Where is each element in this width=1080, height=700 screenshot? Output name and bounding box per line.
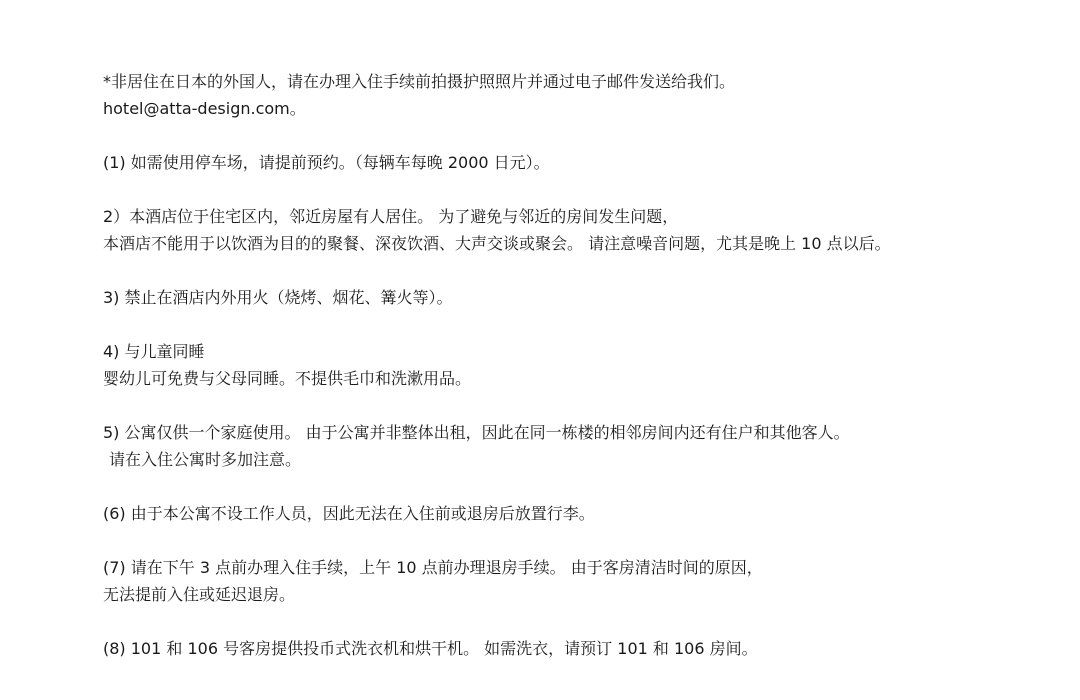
notice-line: (6) 由于本公寓不设工作人员，因此无法在入住前或退房后放置行李。 (103, 504, 595, 523)
notice-children (103, 338, 1063, 392)
notice-line: (8) 101 和 106 号客房提供投币式洗衣机和烘干机。 如需洗衣，请预订 101 和 106 房间。 (103, 639, 758, 658)
notice-laundry (103, 635, 1063, 662)
notice-line: 2）本酒店位于住宅区内，邻近房屋有人居住。 为了避免与邻近的房间发生问题， (103, 207, 679, 226)
notice-line: 3) 禁止在酒店内外用火（烧烤、烟花、篝火等）。 (103, 288, 453, 307)
notice-residential-noise (103, 203, 1063, 257)
notice-line: 无法提前入住或延迟退房。 (103, 585, 296, 604)
notice-line: 本酒店不能用于以饮酒为目的的聚餐、深夜饮酒、大声交谈或聚会。 请注意噪音问题，尤其是晚上 10 点以后。 (103, 234, 891, 253)
notice-line: (7) 请在下午 3 点前办理入住手续，上午 10 点前办理退房手续。 由于客房清洁时间的原因， (103, 558, 763, 577)
notice-line: *非居住在日本的外国人，请在办理入住手续前拍摄护照照片并通过电子邮件发送给我们。 (103, 72, 736, 91)
notice-line: (1) 如需使用停车场，请提前预约。（每辆车每晚 2000 日元）。 (103, 153, 550, 172)
notice-fire-ban (103, 284, 1063, 311)
notice-parking (103, 149, 1063, 176)
notice-check-in-out (103, 554, 1063, 608)
notice-luggage (103, 500, 1063, 527)
hotel-email-text: hotel@atta-design.com。 (103, 99, 306, 118)
notice-line: 4) 与儿童同睡 (103, 342, 205, 361)
notice-line: 婴幼儿可免费与父母同睡。不提供毛巾和洗漱用品。 (103, 369, 472, 388)
notice-line: 5) 公寓仅供一个家庭使用。 由于公寓并非整体出租，因此在同一栋楼的相邻房间内还有住户和其他客人。 (103, 423, 850, 442)
notice-foreign-guests (103, 68, 1063, 122)
house-rules-document (103, 68, 1063, 689)
notice-family-use (103, 419, 1063, 473)
notice-line: 请在入住公寓时多加注意。 (109, 450, 302, 469)
